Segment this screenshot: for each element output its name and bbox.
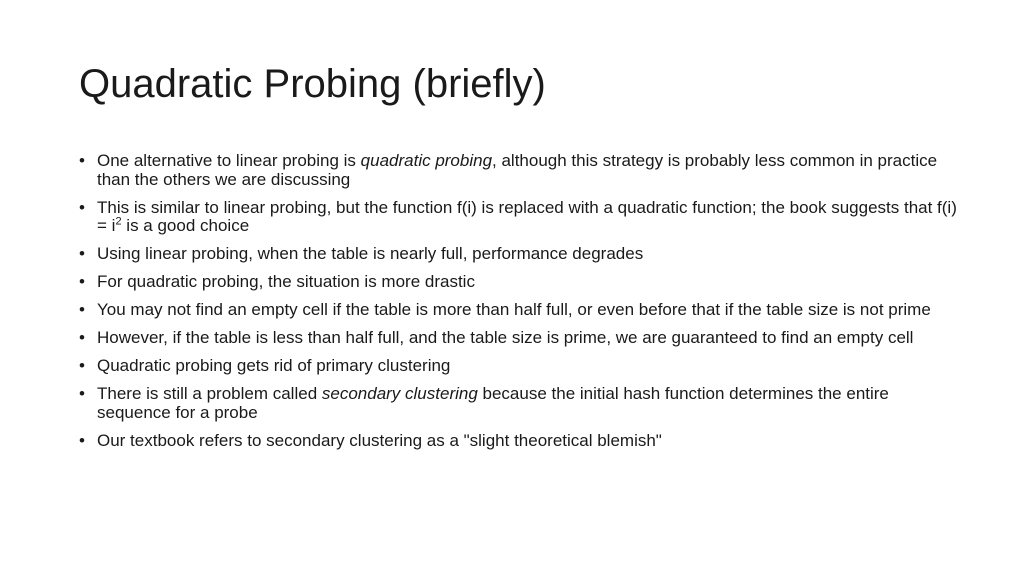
bullet-dot-icon: • [79, 272, 85, 291]
bullet-item [79, 301, 959, 320]
bullet-dot-icon: • [79, 356, 85, 375]
bullet-text: You may not find an empty cell if the table is more than half full, or even before that if the table size is not prime [97, 300, 931, 319]
bullet-emphasis: secondary clustering [321, 384, 478, 403]
bullet-dot-icon: • [79, 151, 85, 170]
bullet-text: Quadratic probing gets rid of primary clustering [97, 356, 451, 375]
bullet-list [79, 152, 959, 460]
bullet-dot-icon: • [79, 197, 85, 217]
bullet-dot-icon: • [79, 384, 85, 403]
bullet-text: is a good choice [121, 216, 250, 235]
bullet-superscript: 2 [115, 215, 122, 228]
bullet-text: This is similar to linear probing, but the function f(i) is replaced with a quadratic function; the book suggests that f(i) = i [97, 197, 957, 235]
bullet-emphasis: quadratic probing [360, 151, 493, 170]
bullet-text: However, if the table is less than half full, and the table size is prime, we are guaranteed to find an empty cell [97, 328, 914, 347]
bullet-item [79, 199, 959, 236]
bullet-dot-icon: • [79, 244, 85, 263]
bullet-text: because the initial hash function determines the entire sequence for a probe [97, 384, 889, 422]
bullet-item [79, 273, 959, 292]
bullet-text: There is still a problem called [97, 384, 322, 403]
bullet-item [79, 432, 959, 451]
bullet-text: , although this strategy is probably less common in practice than the others we are discussing [97, 151, 938, 189]
bullet-text: Using linear probing, when the table is nearly full, performance degrades [97, 244, 644, 263]
bullet-text: One alternative to linear probing is [97, 151, 361, 170]
bullet-dot-icon: • [79, 430, 85, 450]
bullet-item [79, 152, 959, 189]
bullet-text: For quadratic probing, the situation is more drastic [97, 272, 475, 291]
bullet-dot-icon: • [79, 300, 85, 319]
bullet-item [79, 329, 959, 348]
slide-title: Quadratic Probing (briefly) [79, 62, 546, 106]
bullet-dot-icon: • [79, 328, 85, 347]
bullet-item [79, 385, 959, 422]
bullet-text: Our textbook refers to secondary clustering as a "slight theoretical blemish" [97, 430, 662, 450]
bullet-item [79, 357, 959, 376]
bullet-item [79, 245, 959, 264]
